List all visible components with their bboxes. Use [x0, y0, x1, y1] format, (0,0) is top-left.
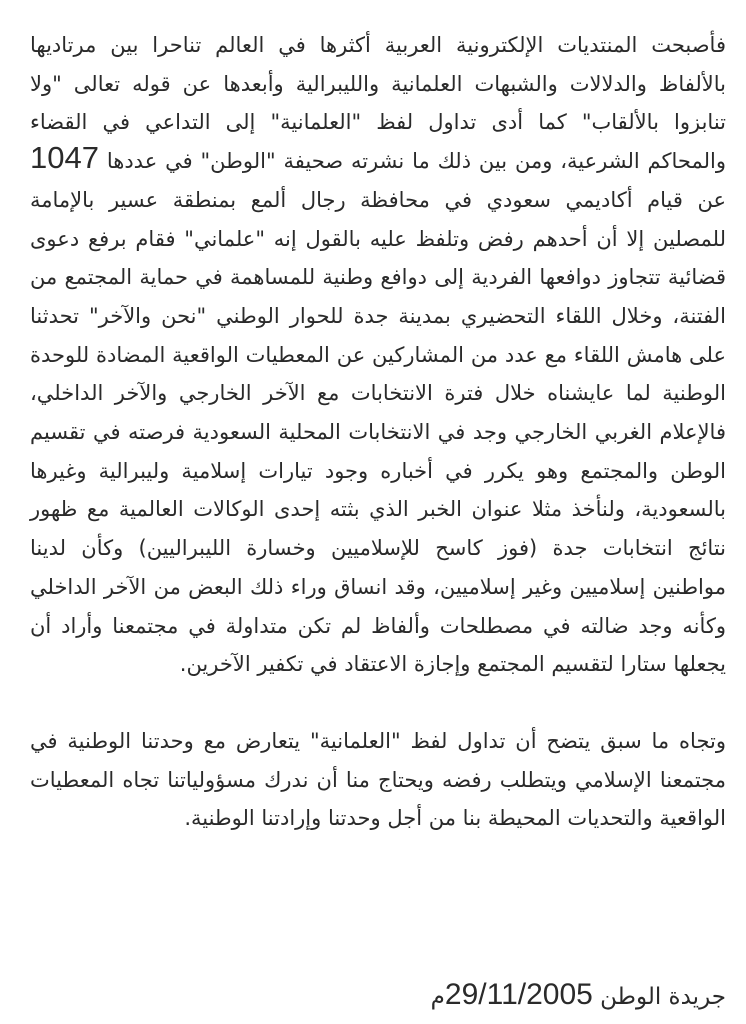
paragraph-text-start: فأصبحت المنتديات الإلكترونية العربية أكثرها في العالم تناحرا بين مرتاديها بالألفاظ والدلالات والشبهات العلمانية والليبرالية وأبعدها عن قوله تعالى "ولا تنابزوا بالألقاب" كما أدى تداول لفظ "العلمانية" إلى التداعي في القضاء والمحاكم الشرعية، ومن بين ذلك ما نشرته صحيفة "الوطن" في عددها — [30, 33, 726, 174]
issue-number: 1047 — [30, 140, 99, 176]
newspaper-name: جريدة الوطن — [600, 984, 726, 1010]
publication-date: 29/11/2005 — [444, 978, 593, 1011]
article-paragraph-conclusion: وتجاه ما سبق يتضح أن تداول لفظ "العلمانية" يتعارض مع وحدتنا الوطنية في مجتمعنا الإسلامي ويتطلب رفضه ويحتاج منا أن ندرك مسؤولياتنا تجاه المعطيات الواقعية والتحديات المحيطة بنا من أجل وحدتنا وإرادتنا الوطنية. — [30, 728, 726, 831]
paragraph-text-end: عن قيام أكاديمي سعودي في محافظة رجال ألمع بمنطقة عسير بالإمامة للمصلين إلا أن أحدهم رفض وتلفظ عليه بالقول إنه "علماني" فقام برفع دعوى قضائية تتجاوز دوافعها الفردية إلى دوافع وطنية للمساهمة في حماية المجتمع من الفتنة، وخلال اللقاء التحضيري بمدينة جدة للحوار الوطني "نحن والآخر" تحدثنا على هامش اللقاء مع عدد من المشاركين عن المعطيات الواقعية المضادة للوحدة الوطنية لما عايشناه خلال فترة الانتخابات مع الآخر الخارجي والآخر الداخلي، فالإعلام الغربي الخارجي وجد في الانتخابات المحلية السعودية فرصته في تقسيم الوطن والمجتمع وهو يكرر في أخباره وجود تيارات إسلامية وليبرالية وغيرها بالسعودية، ولنأخذ مثلا عنوان الخبر الذي بثته إحدى الوكالات العالمية مع ظهور نتائج انتخابات جدة (فوز كاسح للإسلاميين وخسارة الليبراليين) وكأن لدينا مواطنين إسلاميين وغير إسلاميين، وقد انساق وراء ذلك البعض من الآخر الداخلي وكأنه وجد ضالته في مصطلحات وألفاظ لم تكن متداولة في مجتمعنا وأراد أن يجعلها ستارا لتقسيم المجتمع وإجازة الاعتقاد في تكفير الآخرين. — [30, 187, 726, 677]
source-line — [431, 976, 726, 1016]
article-paragraph — [30, 26, 726, 684]
article-body — [30, 26, 726, 838]
date-suffix: م — [430, 984, 445, 1010]
